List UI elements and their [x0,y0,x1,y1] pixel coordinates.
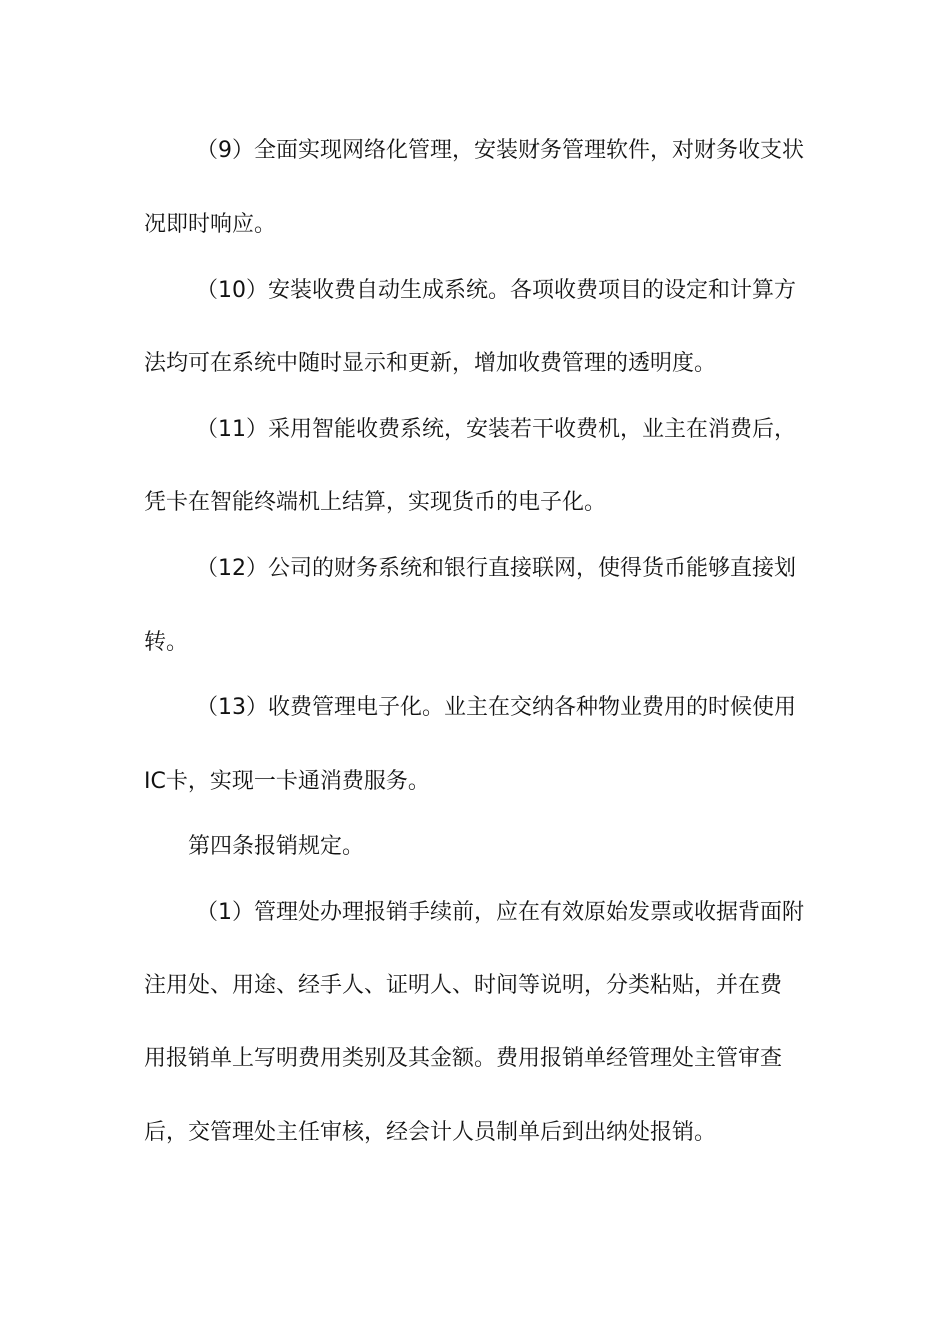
paragraph-11-line-2: 凭卡在智能终端机上结算，实现货币的电子化。 [144,490,607,515]
paragraph-1-line-2: 注用处、用途、经手人、证明人、时间等说明，分类粘贴，并在费 [144,973,783,998]
paragraph-10-line-1: （10）安装收费自动生成系统。各项收费项目的设定和计算方 [196,278,796,303]
paragraph-9-line-1: （9）全面实现网络化管理，安装财务管理软件，对财务收支状 [196,138,804,163]
paragraph-10-line-2: 法均可在系统中随时显示和更新，增加收费管理的透明度。 [144,351,717,376]
paragraph-9-line-2: 况即时响应。 [144,212,277,237]
paragraph-1-line-1: （1）管理处办理报销手续前，应在有效原始发票或收据背面附 [196,900,804,925]
paragraph-11-line-1: （11）采用智能收费系统，安装若干收费机，业主在消费后， [196,417,796,442]
paragraph-13-line-1: （13）收费管理电子化。业主在交纳各种物业费用的时候使用 [196,695,796,720]
paragraph-13-line-2: IC卡，实现一卡通消费服务。 [144,769,430,794]
paragraph-12-line-2: 转。 [144,630,189,655]
paragraph-1-line-4: 后，交管理处主任审核，经会计人员制单后到出纳处报销。 [144,1120,717,1145]
paragraph-12-line-1: （12）公司的财务系统和银行直接联网，使得货币能够直接划 [196,556,796,581]
paragraph-1-line-3: 用报销单上写明费用类别及其金额。费用报销单经管理处主管审查 [144,1046,783,1071]
section-heading-article-4: 第四条报销规定。 [188,834,365,859]
